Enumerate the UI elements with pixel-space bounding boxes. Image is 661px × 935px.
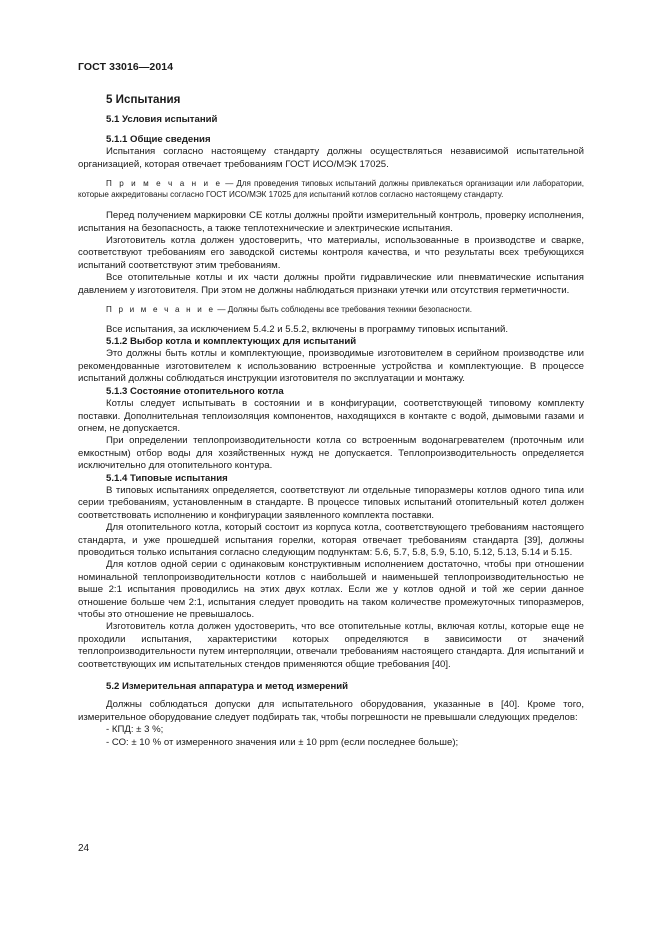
section-5-1-4-heading: 5.1.4 Типовые испытания (106, 472, 228, 484)
note (78, 179, 584, 200)
section-5-1-1-heading: 5.1.1 Общие сведения (106, 133, 211, 145)
paragraph: Котлы следует испытывать в состоянии и в конфигурации, соответствующей типовому комплекту поставки. Дополнительная теплоизоляция компонентов, находящихся в контакте с водой, дымовыми газами и огнем, не допускается. (78, 398, 584, 434)
paragraph: Испытания согласно настоящему стандарту должны осуществляться независимой испытательной организацией, которая отвечает требованиям ГОСТ ИСО/МЭК 17025. (78, 146, 584, 170)
paragraph: Изготовитель котла должен удостоверить, что материалы, использованные в производстве и сварке, соответствуют требованиям его заводской системы контроля качества, и что результаты всех требующихся испытаний соответствуют этим требованиям. (78, 235, 584, 271)
note-label: П р и м е ч а н и е (106, 305, 216, 315)
section-5-1-heading: 5.1 Условия испытаний (106, 114, 218, 126)
list-item: - СО: ± 10 % от измеренного значения или ± 10 ppm (если последнее больше); (106, 736, 459, 748)
section-5-heading: 5 Испытания (106, 93, 181, 106)
paragraph: Должны соблюдаться допуски для испытательного оборудования, указанные в [40]. Кроме того, измерительное оборудование следует подбирать так, чтобы погрешности не превышали следующих пределов: (78, 699, 584, 723)
page-number: 24 (78, 843, 90, 854)
paragraph: Перед получением маркировки СЕ котлы должны пройти измерительный контроль, проверку исполнения, испытания на безопасность, а также теплотехнические и электрические испытания. (78, 210, 584, 234)
section-5-1-3-heading: 5.1.3 Состояние отопительного котла (106, 385, 284, 397)
note-text: — Должны быть соблюдены все требования техники безопасности. (215, 305, 473, 315)
paragraph: В типовых испытаниях определяется, соответствуют ли отдельные типоразмеры котлов одного типа или серии требованиям, установленным в стандарте. В процессе типовых испытаний отопительный котел должен соответствовать исполнению и конфигурации заявленного комплекта поставки. (78, 484, 584, 521)
paragraph: При определении теплопроизводительности котла со встроенным водонагревателем (проточным или емкостным) отбор воды для хозяйственных нужд не допускается. Теплопроизводительность определяется исключительно для отопительного контура. (78, 435, 584, 472)
list-item: - КПД: ± 3 %; (106, 724, 164, 736)
paragraph: Изготовитель котла должен удостоверить, что все отопительные котлы, включая котлы, которые еще не проходили испытания, характеристики которых определяются в зависимости от значений теплопроизводительности путем интерполяции, отвечали требованиям настоящего стандарта. Для испытаний и соответствующих им испытательных стендов применяются общие требования [40]. (78, 621, 584, 670)
paragraph: Все отопительные котлы и их части должны пройти гидравлические или пневматические испытания давлением у изготовителя. При этом не должны наблюдаться признаки утечки или отсутствия герметичности. (78, 272, 584, 296)
note-label: П р и м е ч а н и е (106, 179, 223, 189)
paragraph: Для котлов одной серии с одинаковым конструктивным исполнением достаточно, чтобы при отношении номинальной теплопроизводительности котлов с наибольшей и наименьшей теплопроизводительностью не выше 2:1 испытания проводились на этих двух котлах. Если же у котлов одной и той же серии данное отношение больше чем 2:1, испытания следует проводить на таком количестве промежуточных типоразмеров, чтобы это отношение не превышалось. (78, 559, 584, 620)
paragraph: Все испытания, за исключением 5.4.2 и 5.5.2, включены в программу типовых испытаний. (106, 323, 509, 335)
section-5-1-2-heading: 5.1.2 Выбор котла и комплектующих для испытаний (106, 336, 357, 348)
document-header: ГОСТ 33016—2014 (78, 61, 174, 73)
paragraph: Это должны быть котлы и комплектующие, производимые изготовителем в серийном производстве или рекомендованные изготовителем к использованию встроенные устройства и комплектующие. В процессе испытаний должны соблюдаться инструкции изготовителя по эксплуатации и монтажу. (78, 348, 584, 385)
section-5-2-heading: 5.2 Измерительная аппаратура и метод измерений (106, 681, 349, 693)
paragraph: Для отопительного котла, который состоит из корпуса котла, соответствующего требованиям настоящего стандарта, и уже прошедшей испытания горелки, которая отвечает требованиям стандарта [39], должны проводиться только испытания согласно следующим подпунктам: 5.6, 5.7, 5.8, 5.9, 5.10, 5.12, 5.13, 5.14 и 5.15. (78, 522, 584, 558)
note (78, 305, 584, 316)
document-body (78, 92, 584, 749)
note-text: — Для проведения типовых испытаний должны привлекаться организации или лаборатории, которые аккредитованы согласно ГОСТ ИСО/МЭК 17025 для испытаний котлов согласно настоящему стандарту. (78, 179, 584, 199)
